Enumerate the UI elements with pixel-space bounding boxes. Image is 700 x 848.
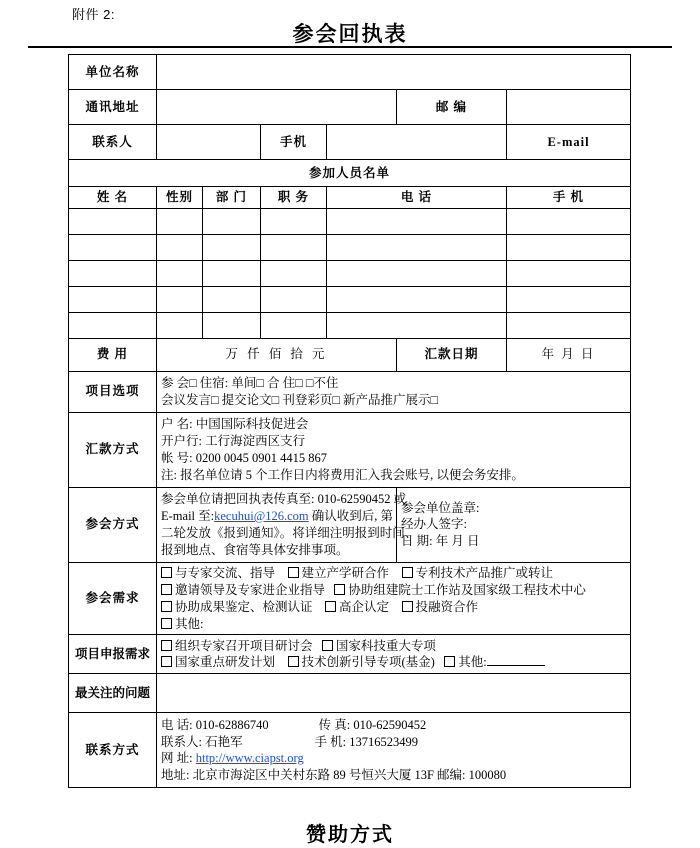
row-fee	[69, 338, 631, 371]
participation-line-4: 报到地点、食宿等具体安排事项。	[161, 542, 349, 557]
contact-mobile-label: 手 机:	[314, 734, 347, 749]
checkbox-icon[interactable]	[161, 567, 172, 578]
attendee-mobile-cell[interactable]	[507, 234, 631, 260]
col-phone: 电 话	[327, 187, 507, 209]
project-options-line2: 会议发言□ 提交论文□ 刊登彩页□ 新产品推广展示□	[161, 392, 439, 407]
footer-title: 赞助方式	[306, 824, 394, 846]
remittance-line-4: 注: 报名单位请 5 个工作日内将费用汇入我会账号, 以便会务安排。	[161, 467, 524, 482]
needs-label: 参会需求	[69, 562, 157, 635]
email-label: E-mail	[507, 125, 631, 160]
contact-label: 联系人	[69, 125, 157, 160]
checkbox-icon[interactable]	[325, 601, 336, 612]
remittance-line-3: 帐 号: 0200 0045 0901 4415 867	[161, 450, 327, 465]
project-application-option-2: 国家重点研发计划	[175, 655, 276, 670]
web-label: 网 址:	[161, 751, 193, 766]
project-application-option-0: 组织专家召开项目研讨会	[175, 638, 313, 653]
contact-person-label: 联系人:	[161, 734, 202, 749]
attendee-position-cell[interactable]	[261, 312, 327, 338]
checkbox-icon[interactable]	[161, 640, 172, 651]
row-needs	[69, 562, 631, 635]
fax-value: 010-62590452	[353, 717, 427, 732]
contact-person-value: 石艳军	[205, 734, 243, 749]
project-application-label: 项目申报需求	[69, 635, 157, 674]
row-attendee-columns	[69, 187, 631, 209]
needs-option-1: 建立产学研合作	[301, 565, 390, 580]
participation-line-3: 二轮发放《报到通知》。将详细注明报到时间、	[161, 525, 418, 540]
fee-units[interactable]: 万 仟 佰 拾 元	[157, 338, 397, 371]
attendee-dept-cell[interactable]	[203, 312, 261, 338]
attendee-dept-cell[interactable]	[203, 260, 261, 286]
attendee-name-cell[interactable]	[69, 208, 157, 234]
row-contact	[69, 125, 631, 160]
tel-label: 电 话:	[161, 717, 193, 732]
project-application-option-4: 其他:	[458, 655, 487, 670]
main-concern-field[interactable]	[157, 674, 631, 713]
contact-info-label: 联系方式	[69, 713, 157, 788]
checkbox-icon[interactable]	[402, 601, 413, 612]
postcode-label: 邮 编	[397, 90, 507, 125]
col-position: 职 务	[261, 187, 327, 209]
fee-label: 费 用	[69, 338, 157, 371]
attendee-gender-cell[interactable]	[157, 208, 203, 234]
contact-info-person-line	[161, 734, 626, 751]
attendee-mobile-cell[interactable]	[507, 312, 631, 338]
col-mobile: 手 机	[507, 187, 631, 209]
needs-option-7: 投融资合作	[415, 599, 479, 614]
attendee-mobile-cell[interactable]	[507, 260, 631, 286]
project-options-line1: 参 会□ 住宿: 单间□ 合 住□ □不住	[161, 376, 339, 390]
participation-label: 参会方式	[69, 487, 157, 562]
contact-info-address-line: 地址: 北京市海淀区中关村东路 89 号恒兴大厦 13F 邮编: 100080	[161, 768, 507, 783]
participation-content	[157, 487, 418, 562]
registration-form-table	[68, 54, 631, 788]
main-concern-label: 最关注的问题	[69, 674, 157, 713]
attendee-phone-cell[interactable]	[327, 208, 507, 234]
needs-line-4	[161, 616, 626, 633]
row-remittance	[69, 412, 631, 487]
attendee-name-cell[interactable]	[69, 234, 157, 260]
website-link[interactable]: http://www.ciapst.org	[195, 751, 304, 766]
seal-line-1: 参会单位盖章:	[401, 500, 480, 515]
needs-option-2: 专利技术产品推广或转让	[415, 565, 554, 580]
row-attendees-header	[69, 160, 631, 187]
remit-date-label: 汇款日期	[397, 338, 507, 371]
checkbox-icon[interactable]	[161, 618, 172, 629]
participation-line-2	[161, 508, 392, 525]
unit-name-field[interactable]	[157, 55, 631, 90]
needs-option-0: 与专家交流、指导	[175, 565, 276, 580]
row-address	[69, 90, 631, 125]
needs-option-8: 其他:	[175, 616, 204, 631]
participation-seal-block[interactable]	[397, 487, 631, 562]
contact-info-tel-line	[161, 717, 626, 734]
row-project-options	[69, 371, 631, 412]
attendee-position-cell[interactable]	[261, 286, 327, 312]
project-application-content	[157, 635, 631, 674]
remittance-content	[157, 412, 631, 487]
participation-line-1: 参会单位请把回执表传真至: 010-62590452 或	[161, 492, 407, 507]
checkbox-icon[interactable]	[288, 656, 299, 667]
needs-content	[157, 562, 631, 635]
attendee-name-cell[interactable]	[69, 260, 157, 286]
project-options-content[interactable]	[157, 371, 631, 412]
checkbox-icon[interactable]	[161, 656, 172, 667]
needs-line-3	[161, 599, 626, 616]
remittance-line-2: 开户行: 工行海淀西区支行	[161, 434, 306, 448]
checkbox-icon[interactable]	[444, 656, 455, 667]
attendee-phone-cell[interactable]	[327, 260, 507, 286]
project-application-line-1	[161, 638, 626, 655]
attendee-mobile-cell[interactable]	[507, 208, 631, 234]
col-gender: 性别	[157, 187, 203, 209]
checkbox-icon[interactable]	[288, 567, 299, 578]
project-application-option-1: 国家科技重大专项	[335, 638, 436, 653]
needs-line-2	[161, 582, 626, 599]
seal-line-2: 经办人签字:	[401, 517, 467, 532]
checkbox-icon[interactable]	[322, 640, 333, 651]
table-row	[69, 286, 631, 312]
postcode-field[interactable]	[507, 90, 631, 125]
attendee-phone-cell[interactable]	[327, 234, 507, 260]
attendee-name-cell[interactable]	[69, 312, 157, 338]
participation-email-prefix: E-mail 至:	[161, 509, 215, 523]
contact-info-web-line	[161, 750, 626, 767]
contact-mobile-value: 13716523499	[349, 734, 418, 749]
attachment-label: 附件 2:	[72, 7, 115, 22]
row-participation	[69, 487, 631, 562]
project-options-label: 项目选项	[69, 371, 157, 412]
participation-email-suffix: 确认收到后, 第	[308, 509, 393, 523]
unit-name-label: 单位名称	[69, 55, 157, 90]
project-application-option-3: 技术创新引导专项(基金)	[301, 655, 435, 670]
attendee-phone-cell[interactable]	[327, 286, 507, 312]
remittance-label: 汇款方式	[69, 412, 157, 487]
address-field[interactable]	[157, 90, 397, 125]
remittance-line-1: 户 名: 中国国际科技促进会	[161, 417, 309, 432]
needs-option-6: 高企认定	[339, 599, 390, 614]
attendee-phone-cell[interactable]	[327, 312, 507, 338]
table-row	[69, 260, 631, 286]
attendees-header: 参加人员名单	[69, 160, 631, 187]
mobile-label: 手机	[261, 125, 327, 160]
needs-option-4: 协助组建院士工作站及国家级工程技术中心	[348, 582, 586, 597]
needs-option-3: 邀请领导及专家进企业指导	[175, 582, 326, 597]
project-application-line-2	[161, 654, 626, 671]
row-unit-name	[69, 55, 631, 90]
title-divider	[28, 46, 672, 48]
table-row	[69, 234, 631, 260]
needs-option-5: 协助成果鉴定、检测认证	[175, 599, 313, 614]
seal-line-3: 日 期: 年 月 日	[401, 534, 480, 549]
remit-date-value[interactable]: 年 月 日	[507, 338, 631, 371]
needs-line-1	[161, 565, 626, 582]
tel-value: 010-62886740	[195, 717, 269, 732]
attendee-gender-cell[interactable]	[157, 234, 203, 260]
contact-info-content	[157, 713, 631, 788]
attendee-name-cell[interactable]	[69, 286, 157, 312]
project-application-other-blank[interactable]	[487, 665, 545, 666]
checkbox-icon[interactable]	[402, 567, 413, 578]
row-contact-info	[69, 713, 631, 788]
contact-field[interactable]	[157, 125, 261, 160]
fax-label: 传 真:	[318, 717, 351, 732]
table-row	[69, 208, 631, 234]
contact-mobile-field[interactable]	[327, 125, 507, 160]
table-row	[69, 312, 631, 338]
page-title: 参会回执表	[292, 22, 408, 46]
participation-email-link[interactable]: kecuhui@126.com	[214, 509, 309, 523]
attendee-position-cell[interactable]	[261, 208, 327, 234]
attendee-position-cell[interactable]	[261, 260, 327, 286]
checkbox-icon[interactable]	[161, 584, 172, 595]
checkbox-icon[interactable]	[334, 584, 345, 595]
attendee-gender-cell[interactable]	[157, 312, 203, 338]
row-project-application	[69, 635, 631, 674]
attendee-mobile-cell[interactable]	[507, 286, 631, 312]
address-label: 通讯地址	[69, 90, 157, 125]
attendee-dept-cell[interactable]	[203, 286, 261, 312]
attendee-dept-cell[interactable]	[203, 208, 261, 234]
attendee-gender-cell[interactable]	[157, 260, 203, 286]
attendee-gender-cell[interactable]	[157, 286, 203, 312]
col-department: 部 门	[203, 187, 261, 209]
attendee-dept-cell[interactable]	[203, 234, 261, 260]
attendee-position-cell[interactable]	[261, 234, 327, 260]
row-main-concern	[69, 674, 631, 713]
checkbox-icon[interactable]	[161, 601, 172, 612]
col-name: 姓 名	[69, 187, 157, 209]
